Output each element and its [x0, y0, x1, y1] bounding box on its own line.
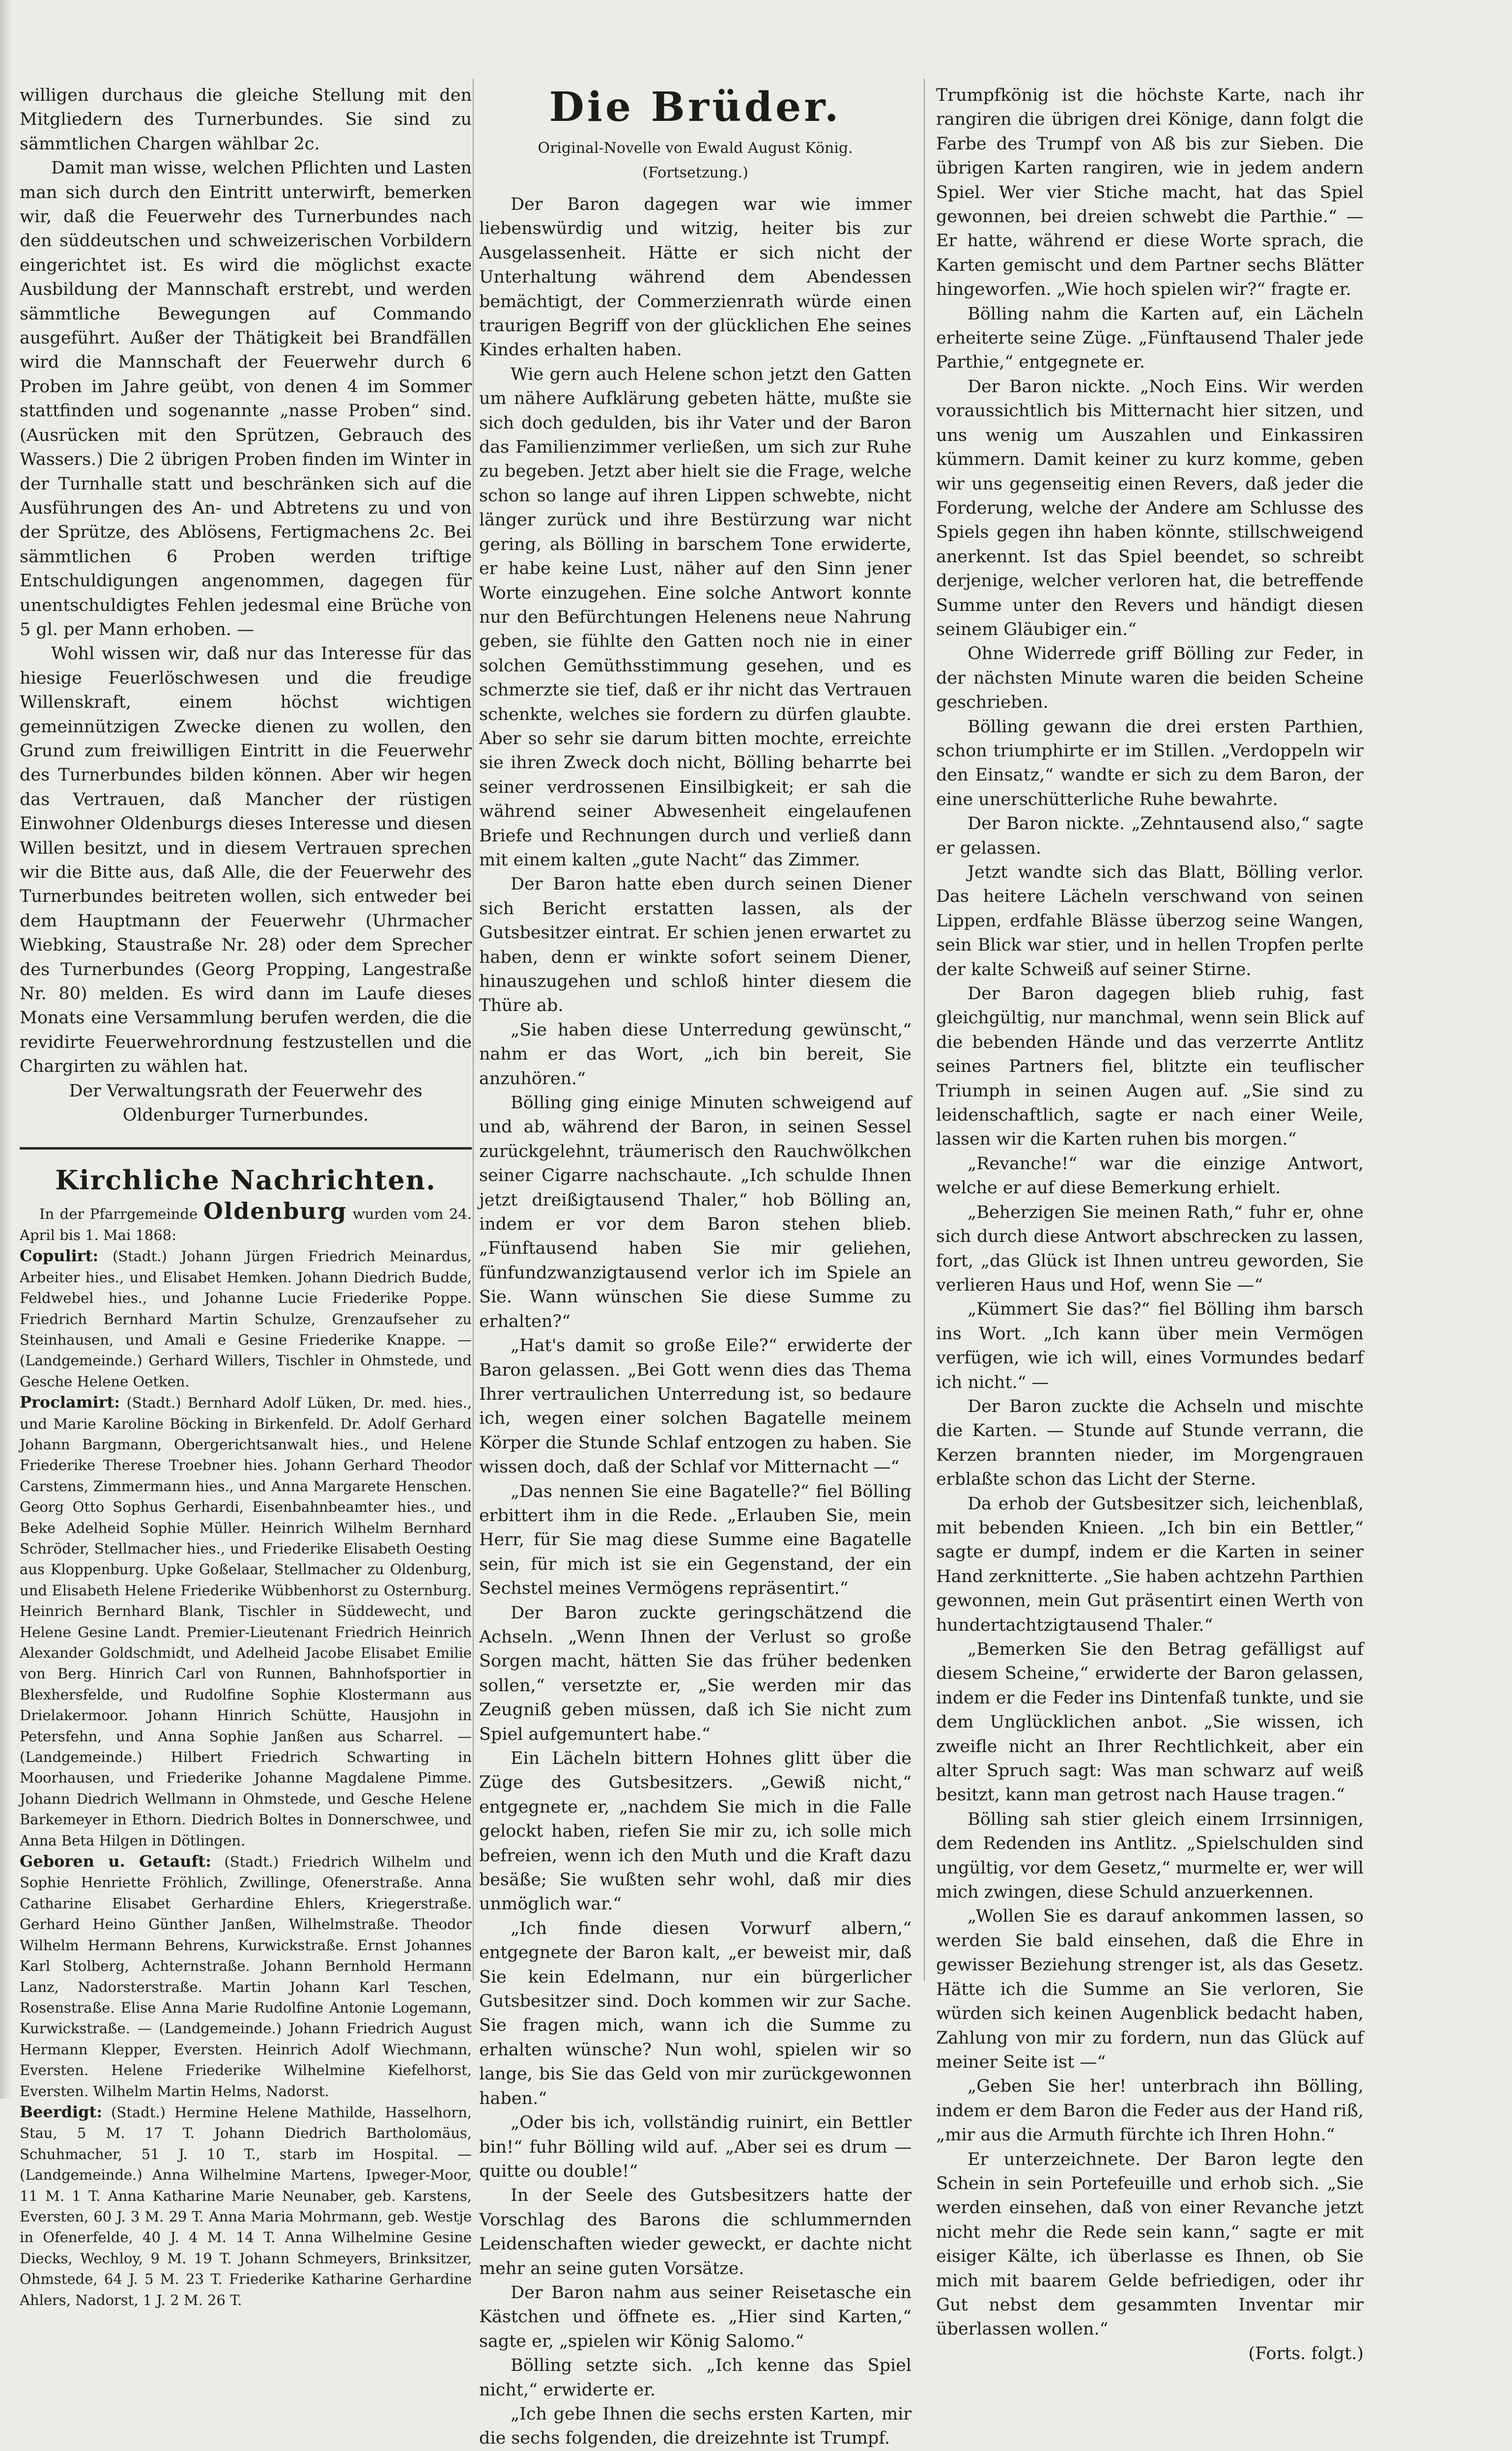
story-paragraph: Trumpfkönig ist die höchste Karte, nach ihr rangiren die übrigen drei Könige, dann folgt die Farbe des Trumpf von Aß bis zur Sieben. Die übrigen Karten rangiren, wie in jedem andern Spiel. Wer vier Stiche macht, hat das Spiel gewonnen, bei dreien schwebt die Parthie.“ — Er hatte, während er diese Worte sprach, die Karten gemischt und dem Partner sechs Blätter hingeworfen. „Wie hoch spielen wir?“ fragte er.: [936, 86, 1364, 300]
column-2: [479, 84, 912, 2451]
notice-category: Copulirt:: [20, 1246, 99, 1266]
notices-place: Oldenburg: [203, 1198, 347, 1225]
story-paragraph: In der Seele des Gutsbesitzers hatte der Vorschlag des Barons die schlummernden Leidenschaften wieder geweckt, er dachte nicht mehr an seine guten Vorsätze.: [479, 2186, 912, 2278]
story-paragraph: „Bemerken Sie den Betrag gefälligst auf diesem Scheine,“ erwiderte der Baron gelassen, indem er die Feder ins Dintenfaß tunkte, und sie dem Unglücklichen anbot. „Sie wissen, ich zweifle nicht an Ihrer Rechtlichkeit, aber ein alter Spruch sagt: Was man schwarz auf weiß besitzt, kann man getrost nach Hause tragen.“: [936, 1640, 1364, 1805]
story-title: Die Brüder.: [549, 84, 842, 131]
story-paragraph: „Sie haben diese Unterredung gewünscht,“ nahm er das Wort, „ich bin bereit, Sie anzuhören.“: [479, 1020, 912, 1089]
story-paragraph: Jetzt wandte sich das Blatt, Bölling verlor. Das heitere Lächeln verschwand von seinen Lippen, erdfahle Blässe überzog seine Wangen, sein Blick war stier, und in hellen Tropfen perlte der kalte Schweiß auf seiner Stirne.: [936, 863, 1364, 980]
story-paragraph: Der Baron zuckte die Achseln und mischte die Karten. — Stunde auf Stunde verrann, die Kerzen brannten nieder, im Morgengrauen erblaßte schon das Licht der Sterne.: [936, 1396, 1364, 1490]
notice-category: Beerdigt:: [20, 2102, 103, 2121]
paragraph: Wohl wissen wir, daß nur das Interesse für das hiesige Feuerlöschwesen und die freudige Willenskraft, einem höchst wichtigen gemeinnützigen Zwecke dienen zu wollen, den Grund zum freiwilligen Eintritt in die Feuerwehr des Turnerbundes bilden können. Aber wir hegen das Vertrauen, daß Mancher der rüstigen Einwohner Oldenburgs dieses Interesse und diesen Willen besitzt, und in diesem Vertrauen sprechen wir die Bitte aus, daß Alle, die der Feuerwehr des Turnerbundes beitreten wollen, sich entweder bei dem Hauptmann der Feuerwehr (Uhrmacher Wiebking, Staustraße Nr. 28) oder dem Sprecher des Turnerbundes (Georg Propping, Langestraße Nr. 80) melden. Es wird dann im Laufe dieses Monats eine Versammlung berufen werden, die die revidirte Feuerwehrordnung festzustellen und die Chargirten zu wählen hat.: [20, 644, 472, 1077]
story-paragraph: Der Baron dagegen war wie immer liebenswürdig und witzig, heiter bis zur Ausgelassenheit. Hätte er sich nicht der Unterhaltung während dem Abendessen bemächtigt, der Commerzienrath würde einen traurigen Begriff von der glücklichen Ehe seines Kindes erhalten haben.: [479, 195, 912, 360]
story-paragraph: „Ich gebe Ihnen die sechs ersten Karten, mir die sechs folgenden, die dreizehnte ist Trumpf.: [479, 2404, 912, 2449]
continued-note-line: [936, 2342, 1364, 2366]
church-notices: [20, 1198, 472, 2310]
notices-intro-a: In der Pfarrgemeinde: [39, 1206, 198, 1223]
story-paragraph: „Das nennen Sie eine Bagatelle?“ fiel Bölling erbittert ihm in die Rede. „Erlauben Sie, mein Herr, für Sie mag diese Summe eine Bagatelle sein, für mich ist sie ein Gegenstand, der ein Sechstel meines Vermögens repräsentirt.“: [479, 1481, 912, 1599]
story-paragraph: Bölling sah stier gleich einem Irrsinnigen, dem Redenden ins Antlitz. „Spielschulden sind ungültig, vor dem Gesetz,“ murmelte er, wer will mich zwingen, diese Schuld anzuerkennen.: [936, 1809, 1364, 1903]
notice-text: (Stadt.) Hermine Helene Mathilde, Hasselhorn, Stau, 5 M. 17 T. Johann Diedrich Bartholomäus, Schuhmacher, 51 J. 10 T., starb im Hospital. — (Landgemeinde.) Anna Wilhelmine Martens, Ipweger-Moor, 11 M. 1 T. Anna Katharine Marie Neunaber, geb. Karstens, Eversten, 60 J. 3 M. 29 T. Anna Maria Mohrmann, geb. Westje in Ofenerfelde, 40 J. 4 M. 14 T. Anna Wilhelmine Gesine Diecks, Wechloy, 9 M. 19 T. Johann Schmeyers, Brinksitzer, Ohmstede, 64 J. 5 M. 23 T. Friederike Katharine Gerhardine Ahlers, Nadorst, 1 J. 2 M. 26 T.: [20, 2104, 472, 2308]
story-paragraph: „Ich finde diesen Vorwurf albern,“ entgegnete der Baron kalt, „er beweist mir, daß Sie kein Edelmann, nur ein bürgerlicher Gutsbesitzer sind. Doch kommen wir zur Sache. Sie fragen mich, wann ich die Summe zu erhalten wünsche? Nun wohl, spielen wir so lange, bis Sie das Geld von mir zurückgewonnen haben.“: [479, 1918, 912, 2108]
notice-entry: [20, 1851, 472, 2102]
story-paragraph: „Beherzigen Sie meinen Rath,“ fuhr er, ohne sich durch diese Antwort abschrecken zu lassen, fort, „das Glück ist Ihnen untreu geworden, Sie verlieren Haus und Hof, wenn Sie —“: [936, 1202, 1364, 1295]
story-paragraph: Der Baron nickte. „Noch Eins. Wir werden voraussichtlich bis Mitternacht hier sitzen, und uns wenig um Auszahlen und Einkassiren kümmern. Damit keiner zu kurz komme, geben wir uns gegenseitig einen Revers, daß jeder die Forderung, welche der Andere am Schlusse des Spiels gegen ihn haben könnte, stillschweigend anerkennt. Ist das Spiel beendet, so schreibt derjenige, welcher verloren hat, die betreffende Summe unter den Revers und händigt diesen seinem Gläubiger ein.“: [936, 376, 1364, 639]
column-1: [20, 84, 472, 2310]
continued-note: (Forts. folgt.): [1248, 2343, 1364, 2364]
story-paragraph: „Wollen Sie es darauf ankommen lassen, so werden Sie bald einsehen, daß die Ehre in gewisser Beziehung strenger ist, als das Gesetz. Hätte ich die Summe an Sie verloren, Sie würden sich keinen Augenblick bedacht haben, Zahlung von mir zu fordern, nun das Glück auf meiner Seite ist —“: [936, 1906, 1364, 2072]
story-paragraph: Da erhob der Gutsbesitzer sich, leichenblaß, mit bebenden Knieen. „Ich bin ein Bettler,“ sagte er dumpf, indem er die Karten in seiner Hand zerknitterte. „Sie haben achtzehn Parthien gewonnen, mein Gut präsentirt einen Werth von hundertachtzigtausend Thaler.“: [936, 1494, 1364, 1635]
notice-category: Proclamirt:: [20, 1393, 120, 1412]
story-paragraph: Bölling ging einige Minuten schweigend auf und ab, während der Baron, in seinen Sessel zurückgelehnt, träumerisch den Rauchwölkchen seiner Cigarre nachschaute. „Ich schulde Ihnen jetzt dreißigtausend Thaler,“ hob Bölling an, indem er vor dem Baron stehen blieb. „Fünftausend haben Sie mir geliehen, fünfundzwanzigtausend verlor ich im Spiele an Sie. Wann wünschen Sie diese Summe zu erhalten?“: [479, 1093, 912, 1331]
section-divider: [20, 1147, 472, 1150]
story-continuation: (Fortsetzung.): [642, 164, 748, 181]
notice-entry: [20, 1245, 472, 1392]
paragraph: Damit man wisse, welchen Pflichten und Lasten man sich durch den Eintritt unterwirft, bemerken wir, daß die Feuerwehr des Turnerbundes nach den süddeutschen und schweizerischen Vorbildern eingerichtet ist. Es wird die möglichst exacte Ausbildung der Mannschaft erstrebt, und werden sämmtliche Bewegungen auf Commando ausgeführt. Außer der Thätigkeit bei Brandfällen wird die Mannschaft der Feuerwehr durch 6 Proben im Jahre geübt, von denen 4 im Sommer stattfinden und sogenannte „nasse Proben“ sind. (Ausrücken mit den Sprützen, Gebrauch des Wassers.) Die 2 übrigen Proben finden im Winter in der Turnhalle statt und beschränken sich auf die Ausführungen des An- und Abtretens zu und von der Sprütze, des Ablösens, Fertigmachens 2c. Bei sämmtlichen 6 Proben werden triftige Entschuldigungen angenommen, dagegen für unentschuldigtes Fehlen jedesmal eine Brüche von 5 gl. per Mann erhoben. —: [20, 158, 472, 639]
story-paragraph: Der Baron hatte eben durch seinen Diener sich Bericht erstatten lassen, als der Gutsbesitzer eintrat. Er schien jenen erwartet zu haben, denn er winkte sofort seinem Diener, hinauszugehen und schloß hinter diesem die Thüre ab.: [479, 874, 912, 1016]
paragraph: willigen durchaus die gleiche Stellung mit den Mitgliedern des Turnerbundes. Sie sind zu sämmtlichen Chargen wählbar 2c.: [20, 86, 472, 154]
story-paragraph: Der Baron nickte. „Zehntausend also,“ sagte er gelassen.: [936, 814, 1364, 858]
notices-intro: [20, 1198, 472, 1245]
story-paragraph: Bölling nahm die Karten auf, ein Lächeln erheiterte seine Züge. „Fünftausend Thaler jede Parthie,“ entgegnete er.: [936, 304, 1364, 373]
story-paragraph: „Hat's damit so große Eile?“ erwiderte der Baron gelassen. „Bei Gott wenn dies das Thema Ihrer vertraulichen Unterredung ist, so bedaure ich, wegen einer solchen Bagatelle meinem Körper die Stunde Schlaf entzogen zu haben. Sie wissen doch, daß der Schlaf vor Mitternacht —“: [479, 1336, 912, 1477]
story-paragraph: Bölling setzte sich. „Ich kenne das Spiel nicht,“ erwiderte er.: [479, 2356, 912, 2400]
story-paragraph: Ohne Widerrede griff Bölling zur Feder, in der nächsten Minute waren die beiden Scheine geschrieben.: [936, 644, 1364, 713]
notice-entry: [20, 1392, 472, 1851]
column-3: [936, 84, 1364, 2366]
church-news-title: Kirchliche Nachrichten.: [55, 1164, 436, 1196]
notices-intro-b: wurden vom 24. April bis 1. Mai 1868:: [20, 1206, 472, 1243]
story-paragraph: Bölling gewann die drei ersten Parthien, schon triumphirte er im Stillen. „Verdoppeln wir den Einsatz,“ wandte er sich zu dem Baron, der eine unerschütterliche Ruhe bewahrte.: [936, 717, 1364, 809]
story-paragraph: Der Baron zuckte geringschätzend die Achseln. „Wenn Ihnen der Verlust so große Sorgen macht, hätten Sie das früher bedenken sollen,“ versetzte er, „Sie werden mir das Zeugniß geben müssen, daß ich Sie nicht zum Spiel aufgemuntert habe.“: [479, 1603, 912, 1744]
signature: Der Verwaltungsrath der Feuerwehr des Oldenburger Turnerbundes.: [69, 1081, 423, 1125]
story-paragraph: „Oder bis ich, vollständig ruinirt, ein Bettler bin!“ fuhr Bölling wild auf. „Aber sei es drum — quitte ou double!“: [479, 2113, 912, 2181]
story-paragraph: Der Baron nahm aus seiner Reisetasche ein Kästchen und öffnete es. „Hier sind Karten,“ sagte er, „spielen wir König Salomo.“: [479, 2282, 912, 2351]
notice-text: (Stadt.) Friedrich Wilhelm und Sophie Henriette Fröhlich, Zwillinge, Ofenerstraße. Anna Catharine Elisabet Gerhardine Ehlers, Kriegerstraße. Gerhard Heino Günther Janßen, Wilhelmstraße. Theodor Wilhelm Hermann Behrens, Kurwickstraße. Ernst Johannes Karl Stolberg, Achternstraße. Johann Bernhold Hermann Lanz, Nadorsterstraße. Martin Johann Karl Teschen, Rosenstraße. Elise Anna Marie Rudolfine Antonie Logemann, Kurwickstraße. — (Landgemeinde.) Johann Friedrich August Hermann Klepper, Eversten. Heinrich Adolf Wiechmann, Eversten. Helene Friederike Wilhelmine Kiefelhorst, Eversten. Wilhelm Martin Helms, Nadorst.: [20, 1853, 472, 2100]
story-paragraph: „Revanche!“ war die einzige Antwort, welche er auf diese Bemerkung erhielt.: [936, 1153, 1364, 1198]
story-paragraph: Der Baron dagegen blieb ruhig, fast gleichgültig, nur manchmal, wenn sein Blick auf die bebenden Hände und das verzerrte Antlitz seines Partners fiel, blitzte ein teuflischer Triumph in seinen Augen auf. „Sie sind zu leidenschaftlich, sagte er nach einer Weile, lassen wir die Karten ruhen bis morgen.“: [936, 984, 1364, 1150]
story-paragraph: „Geben Sie her! unterbrach ihn Bölling, indem er dem Baron die Feder aus der Hand riß, „mir aus die Armuth fürchte ich Ihren Hohn.“: [936, 2076, 1364, 2145]
column-rule: [473, 79, 474, 1981]
story-paragraph: Wie gern auch Helene schon jetzt den Gatten um nähere Aufklärung gebeten hätte, mußte sie sich doch gedulden, bis ihr Vater und der Baron das Familienzimmer verließen, um sich zur Ruhe zu begeben. Jetzt aber hielt sie die Frage, welche schon so lange auf ihren Lippen schwebte, nicht länger zurück und ihre Bestürzung war nicht gering, als Bölling in barschem Tone erwiderte, er habe keine Lust, näher auf den Sinn jener Worte einzugehen. Eine solche Antwort konnte nur den Befürchtungen Helenens neue Nahrung geben, sie fühlte den Gatten noch nie in einer solchen Gemüthsstimmung gesehen, und es schmerzte sie tief, daß er ihr nicht das Vertrauen schenkte, welches sie fordern zu dürfen glaubte. Aber so sehr sie darum bitten mochte, erreichte sie ihren Zweck doch nicht, Bölling beharrte bei seiner verdrossenen Einsilbigkeit; er sah die während seiner Abwesenheit eingelaufenen Briefe und Rechnungen durch und verließ dann mit einem kalten „gute Nacht“ das Zimmer.: [479, 364, 912, 870]
column-rule: [924, 79, 925, 1981]
story-paragraph: Er unterzeichnete. Der Baron legte den Schein in sein Portefeuille und erhob sich. „Sie werden einsehen, daß von einer Revanche jetzt nicht mehr die Rede sein kann,“ sagte er mit eisiger Kälte, ich überlasse es Ihnen, ob Sie mich mit baarem Gelde befriedigen, oder ihr Gut nebst dem gesammten Inventar mir überlassen wollen.“: [936, 2149, 1364, 2339]
notice-entry: [20, 2102, 472, 2310]
notice-category: Geboren u. Getauft:: [20, 1852, 211, 1871]
story-subtitle: Original-Novelle von Ewald August König.: [538, 140, 853, 157]
notice-text: (Stadt.) Johann Jürgen Friedrich Meinardus, Arbeiter hies., und Elisabet Hemken. Johann Diedrich Budde, Feldwebel hies., und Johanne Lucie Friederike Poppe. Friedrich Bernhard Martin Schulze, Grenzaufseher zu Steinhausen, und Amali e Gesine Friederike Knappe. — (Landgemeinde.) Gerhard Willers, Tischler in Ohmstede, und Gesche Helene Oetken.: [20, 1248, 472, 1390]
story-paragraph: Ein Lächeln bittern Hohnes glitt über die Züge des Gutsbesitzers. „Gewiß nicht,“ entgegnete er, „nachdem Sie mich in die Falle gelockt haben, riefen Sie mir zu, ich solle mich befreien, wenn ich den Muth und die Kraft dazu besäße; Sie wußten sehr wohl, daß mir dies unmöglich war.“: [479, 1749, 912, 1914]
story-paragraph: „Kümmert Sie das?“ fiel Bölling ihm barsch ins Wort. „Ich kann über mein Vermögen verfügen, wie ich will, eines Vormundes bedarf ich nicht.“ —: [936, 1299, 1364, 1392]
notice-text: (Stadt.) Bernhard Adolf Lüken, Dr. med. hies., und Marie Karoline Böcking in Birkenfeld. Dr. Adolf Gerhard Johann Bargmann, Obergerichtsanwalt hies., und Helene Friederike Therese Troebner hies. Johann Gerhard Theodor Carstens, Zimmermann hies., und Anna Margarete Henschen. Georg Otto Sophus Gerhardi, Eisenbahnbeamter hies., und Beke Adelheid Sophie Müller. Heinrich Wilhelm Bernhard Schröder, Stellmacher hies., und Friederike Elisabeth Oesting aus Kloppenburg. Upke Goßelaar, Stellmacher zu Oldenburg, und Elisabeth Helene Friederike Wübbenhorst zu Osternburg. Heinrich Bernhard Blank, Tischler in Süddewecht, und Helene Gesine Landt. Premier-Lieutenant Friedrich Heinrich Alexander Goldschmidt, und Adelheid Jacobe Elisabet Emilie von Berg. Hinrich Carl von Runnen, Bahnhofsportier in Blexhersfelde, und Rudolfine Sophie Klostermann aus Drielakermoor. Johann Hinrich Schütte, Hausjohn in Petersfehn, und Anna Sophie Janßen aus Scharrel. — (Landgemeinde.) Hilbert Friedrich Schwarting in Moorhausen, und Friederike Johanne Magdalene Pimme. Johann Diedrich Wellmann in Ohmstede, und Gesche Helene Barkemeyer in Ethorn. Diedrich Boltes in Donnerschwee, und Anna Beta Hilgen in Dötlingen.: [20, 1394, 472, 1849]
